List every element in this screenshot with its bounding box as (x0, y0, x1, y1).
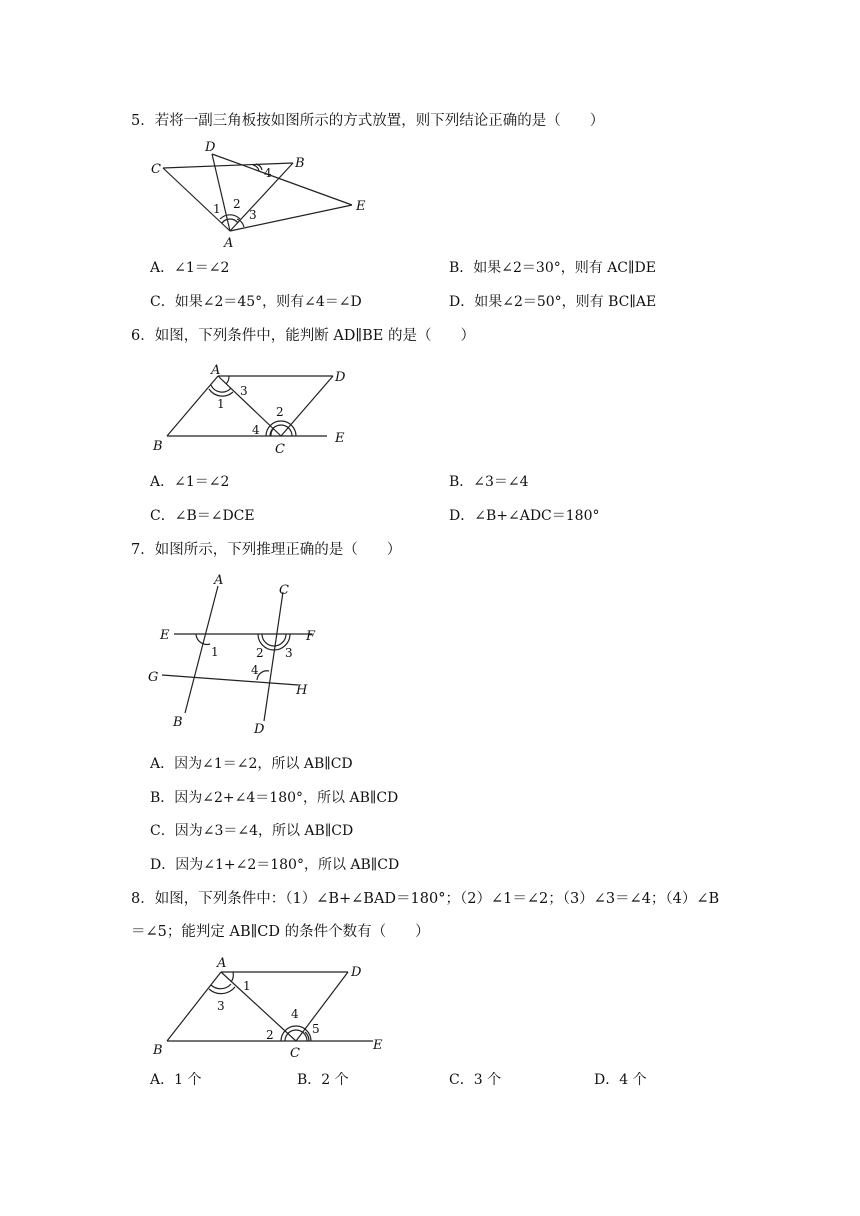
q8-option-b: B．2 个 (297, 1072, 349, 1088)
q5-figure (145, 137, 375, 252)
q8-angle-1: 1 (243, 979, 251, 993)
q8-label-C: C (290, 1046, 300, 1061)
q7-stem: 7．如图所示，下列推理正确的是（ ） (131, 542, 402, 558)
q6-label-D: D (335, 370, 346, 385)
q8-angle-3: 3 (217, 999, 225, 1013)
q7-angle-3: 3 (285, 646, 293, 660)
q7-label-H: H (296, 683, 308, 698)
q8-label-A: A (217, 956, 227, 971)
q6-figure (145, 360, 360, 460)
q8-angle-4: 4 (291, 1007, 299, 1021)
q8-label-D: D (351, 965, 362, 980)
q8-angle-2: 2 (266, 1028, 274, 1042)
q5-option-b: B．如果∠2＝30°，则有 AC∥DE (449, 260, 656, 276)
q8-stem-line1: 8．如图，下列条件中：（1）∠B+∠BAD＝180°；（2）∠1＝∠2；（3）∠3＝∠4；（4）∠B (131, 891, 720, 907)
q7-label-A: A (214, 573, 224, 588)
q7-option-c: C．因为∠3＝∠4，所以 AB∥CD (150, 823, 354, 839)
q8-angle-5: 5 (312, 1022, 320, 1036)
q8-option-a: A．1 个 (150, 1072, 202, 1088)
q5-angle-1: 1 (213, 202, 221, 216)
q6-angle-3: 3 (240, 384, 248, 398)
q6-stem: 6．如图，下列条件中，能判断 AD∥BE 的是（ ） (131, 328, 475, 344)
q7-label-B: B (173, 715, 183, 730)
q6-option-b: B．∠3＝∠4 (449, 474, 529, 490)
q7-figure (140, 568, 340, 743)
q6-option-c: C．∠B＝∠DCE (150, 508, 255, 524)
q7-label-F: F (306, 629, 316, 644)
q7-label-E: E (160, 628, 170, 643)
q5-label-D: D (205, 140, 216, 155)
q6-option-a: A．∠1＝∠2 (150, 474, 230, 490)
q5-label-A: A (224, 236, 234, 251)
q5-label-B: B (295, 156, 305, 171)
q5-option-a: A．∠1＝∠2 (150, 260, 230, 276)
q7-option-d: D．因为∠1+∠2＝180°，所以 AB∥CD (150, 857, 400, 873)
q8-label-B: B (153, 1043, 163, 1058)
q5-option-c: C．如果∠2＝45°，则有∠4＝∠D (150, 294, 362, 310)
q8-option-d: D．4 个 (594, 1072, 647, 1088)
q6-label-B: B (153, 439, 163, 454)
q7-label-G: G (148, 670, 159, 685)
q5-angle-4: 4 (264, 166, 272, 180)
q5-label-E: E (356, 199, 366, 214)
q7-label-D: D (254, 722, 265, 737)
q6-label-A: A (211, 363, 221, 378)
q7-option-b: B．因为∠2+∠4＝180°，所以 AB∥CD (150, 790, 399, 806)
q7-label-C: C (279, 583, 289, 598)
q8-figure (145, 952, 395, 1062)
q8-stem-line2: ＝∠5；能判定 AB∥CD 的条件个数有（ ） (131, 924, 430, 940)
q6-label-E: E (335, 431, 345, 446)
q5-angle-2: 2 (233, 197, 241, 211)
q5-label-C: C (151, 162, 161, 177)
q7-option-a: A．因为∠1＝∠2，所以 AB∥CD (150, 756, 353, 772)
q8-option-c: C．3 个 (449, 1072, 502, 1088)
q7-angle-2: 2 (256, 646, 264, 660)
q6-label-C: C (275, 442, 285, 457)
q5-option-d: D．如果∠2＝50°，则有 BC∥AE (449, 294, 657, 310)
q6-angle-1: 1 (217, 397, 225, 411)
q5-stem: 5．若将一副三角板按如图所示的方式放置，则下列结论正确的是（ ） (131, 113, 605, 129)
q7-angle-4: 4 (251, 663, 259, 677)
q6-option-d: D．∠B+∠ADC＝180° (449, 508, 600, 524)
q7-angle-1: 1 (211, 645, 219, 659)
q5-angle-3: 3 (249, 208, 257, 222)
q6-angle-2: 2 (276, 405, 284, 419)
q6-angle-4: 4 (252, 423, 260, 437)
q8-label-E: E (373, 1038, 383, 1053)
